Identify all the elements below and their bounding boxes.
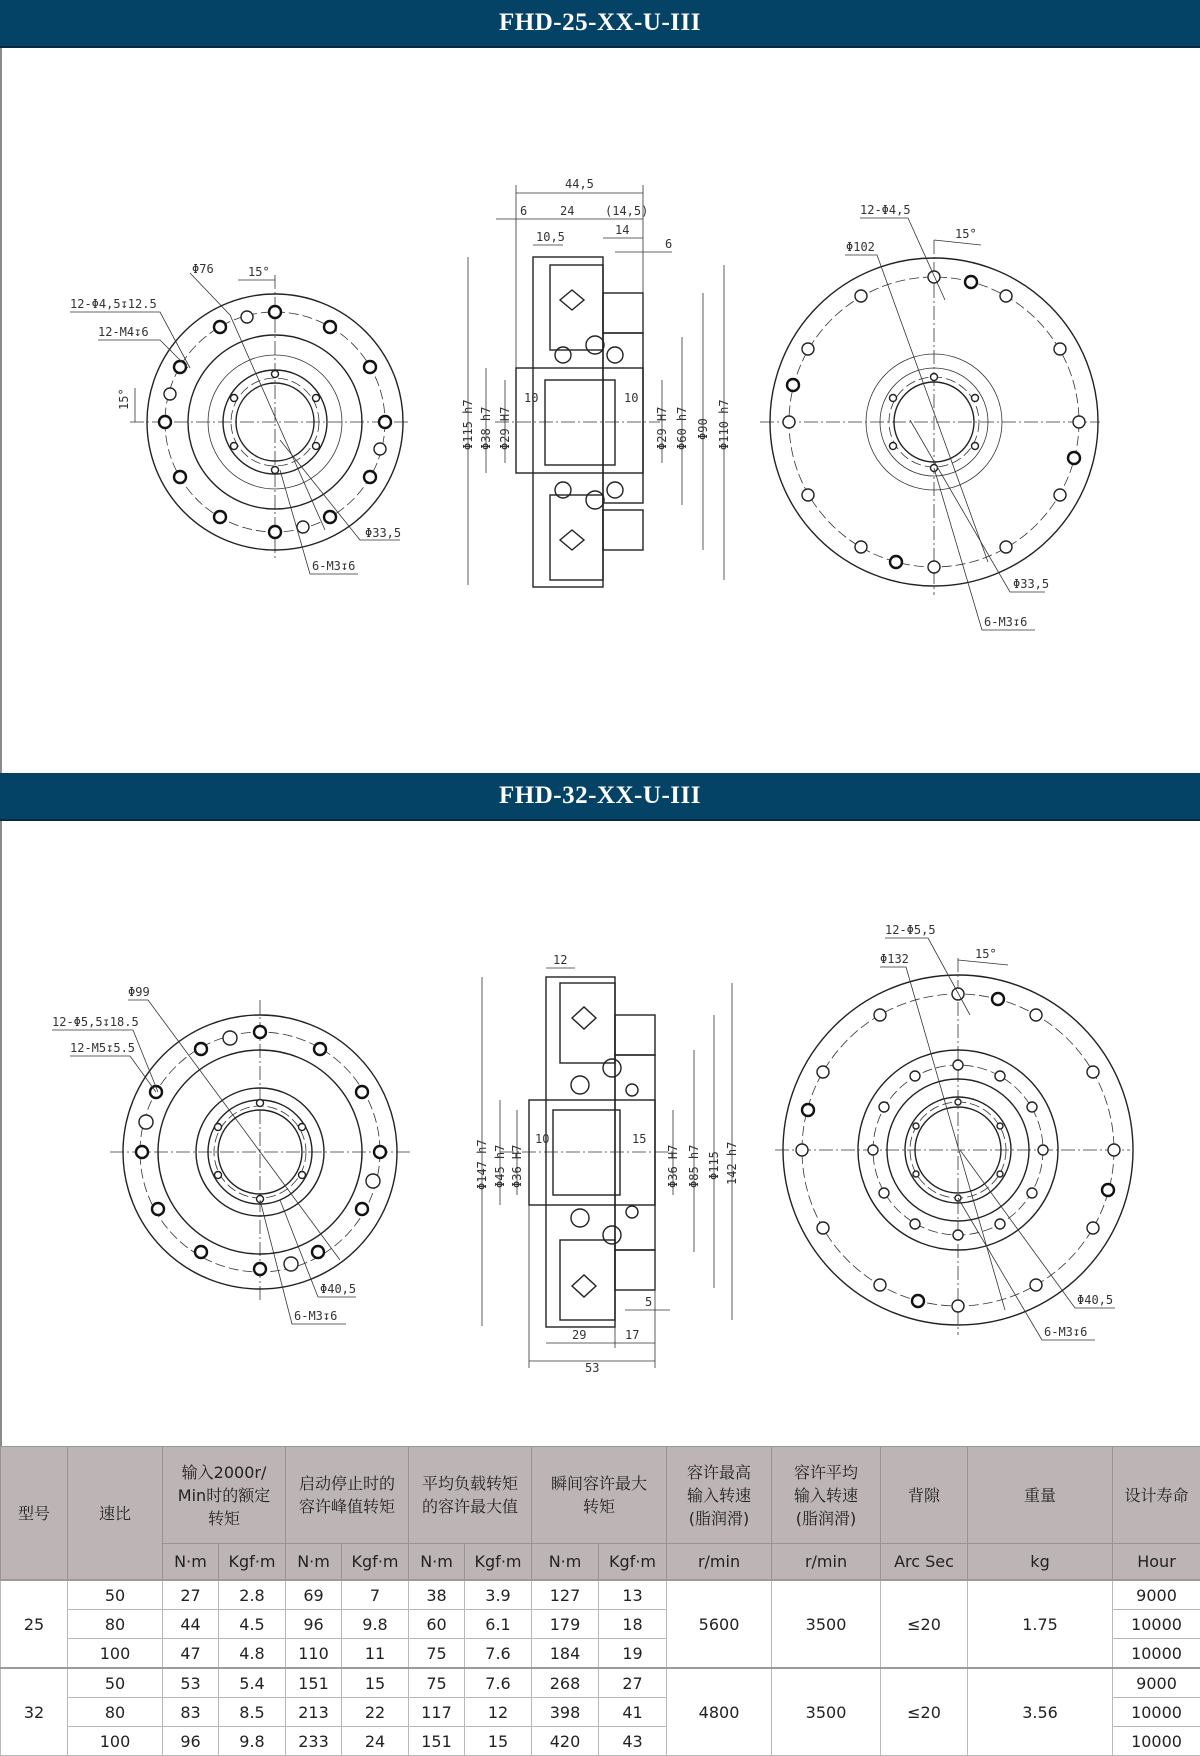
cell-model: 32 bbox=[1, 1668, 68, 1756]
front-view-drawing bbox=[40, 240, 440, 580]
rear-view-drawing bbox=[760, 190, 1100, 630]
thru-holes-label: 12-Φ4,5↧12.5 bbox=[70, 297, 157, 311]
rear-inner-pcd-label: Φ40,5 bbox=[1077, 1293, 1113, 1307]
dia-142: 142 h7 bbox=[725, 1142, 739, 1185]
section-title-bar bbox=[0, 0, 1200, 48]
unit-speed: r/min bbox=[667, 1544, 772, 1581]
dia-29-right: Φ29 H7 bbox=[655, 407, 669, 450]
cell-rated-nm: 44 bbox=[163, 1610, 219, 1639]
col-backlash: 背隙 bbox=[881, 1447, 968, 1544]
unit-kgfm: Kgf·m bbox=[465, 1544, 532, 1581]
inner-pcd-label: Φ33,5 bbox=[365, 526, 401, 540]
cell-max-speed: 4800 bbox=[667, 1668, 772, 1756]
unit-kgfm: Kgf·m bbox=[599, 1544, 667, 1581]
cell-avg-kgf: 15 bbox=[465, 1727, 532, 1756]
dia-115: Φ115 bbox=[707, 1151, 721, 1180]
cell-inst-kgf: 27 bbox=[599, 1668, 667, 1698]
cell-peak-kgf: 7 bbox=[342, 1580, 409, 1610]
cell-model: 25 bbox=[1, 1580, 68, 1668]
dia-29-left: Φ29 H7 bbox=[498, 407, 512, 450]
cell-backlash: ≤20 bbox=[881, 1580, 968, 1668]
length-6-right: 6 bbox=[665, 237, 672, 251]
cell-peak-kgf: 15 bbox=[342, 1668, 409, 1698]
rear-holes-label: 12-Φ4,5 bbox=[860, 203, 911, 217]
col-ratio: 速比 bbox=[68, 1447, 163, 1581]
inner-pcd-label: Φ40,5 bbox=[320, 1282, 356, 1296]
rear-angle-label: 15° bbox=[975, 947, 997, 961]
cell-rated-nm: 83 bbox=[163, 1698, 219, 1727]
col-rated-torque: 输入2000r/ Min时的额定 转矩 bbox=[163, 1447, 286, 1544]
unit-weight: kg bbox=[968, 1544, 1113, 1581]
rear-pcd-label: Φ102 bbox=[846, 240, 875, 254]
section-title-bar bbox=[0, 773, 1200, 821]
pcd-label: Φ99 bbox=[128, 985, 150, 999]
dia-85: Φ85 h7 bbox=[687, 1145, 701, 1188]
outer-hole-pattern bbox=[136, 1026, 386, 1275]
unit-backlash: Arc Sec bbox=[881, 1544, 968, 1581]
table-row bbox=[1, 1668, 1200, 1698]
cell-avg-nm: 117 bbox=[409, 1698, 465, 1727]
dia-36-left: Φ36 H7 bbox=[510, 1145, 524, 1188]
cell-inst-nm: 268 bbox=[532, 1668, 599, 1698]
unit-nm: N·m bbox=[286, 1544, 342, 1581]
cell-avg-nm: 151 bbox=[409, 1727, 465, 1756]
cell-weight: 1.75 bbox=[968, 1580, 1113, 1668]
cell-ratio: 50 bbox=[68, 1668, 163, 1698]
length-14: 14 bbox=[615, 223, 629, 237]
col-peak-torque: 启动停止时的 容许峰值转矩 bbox=[286, 1447, 409, 1544]
cell-peak-nm: 96 bbox=[286, 1610, 342, 1639]
length-17: 17 bbox=[625, 1328, 639, 1342]
dia-38: Φ38 h7 bbox=[479, 407, 493, 450]
col-weight: 重量 bbox=[968, 1447, 1113, 1544]
cell-rated-nm: 53 bbox=[163, 1668, 219, 1698]
dia-115: Φ115 h7 bbox=[461, 399, 475, 450]
cell-ratio: 100 bbox=[68, 1727, 163, 1756]
cell-rated-kgf: 4.8 bbox=[219, 1639, 286, 1669]
cell-avg-kgf: 12 bbox=[465, 1698, 532, 1727]
cell-inst-nm: 184 bbox=[532, 1639, 599, 1669]
col-life: 设计寿命 bbox=[1113, 1447, 1200, 1544]
cell-life: 9000 bbox=[1113, 1580, 1200, 1610]
section-view-drawing bbox=[450, 160, 750, 590]
tapped-holes-label: 12-M5↧5.5 bbox=[70, 1041, 135, 1055]
front-view-drawing bbox=[40, 970, 440, 1340]
cell-inst-kgf: 18 bbox=[599, 1610, 667, 1639]
cell-avg-kgf: 7.6 bbox=[465, 1668, 532, 1698]
cell-avg-kgf: 6.1 bbox=[465, 1610, 532, 1639]
table-header-row bbox=[1, 1447, 1200, 1544]
cell-inst-kgf: 41 bbox=[599, 1698, 667, 1727]
cell-avg-kgf: 7.6 bbox=[465, 1639, 532, 1669]
cell-life: 10000 bbox=[1113, 1727, 1200, 1756]
cell-peak-nm: 233 bbox=[286, 1727, 342, 1756]
cell-avg-nm: 75 bbox=[409, 1639, 465, 1669]
cell-life: 10000 bbox=[1113, 1698, 1200, 1727]
dia-60: Φ60 h7 bbox=[675, 407, 689, 450]
cell-peak-kgf: 22 bbox=[342, 1698, 409, 1727]
length-10-5: 10,5 bbox=[536, 230, 565, 244]
cell-life: 10000 bbox=[1113, 1610, 1200, 1639]
length-53: 53 bbox=[585, 1361, 599, 1375]
col-instant-torque: 瞬间容许最大 转矩 bbox=[532, 1447, 667, 1544]
cell-rated-kgf: 8.5 bbox=[219, 1698, 286, 1727]
col-model: 型号 bbox=[1, 1447, 68, 1581]
rear-holes-label: 12-Φ5,5 bbox=[885, 923, 936, 937]
rear-angle-label: 15° bbox=[955, 227, 977, 241]
cell-rated-kgf: 4.5 bbox=[219, 1610, 286, 1639]
cell-peak-kgf: 11 bbox=[342, 1639, 409, 1669]
shaft-right-10: 10 bbox=[624, 391, 638, 405]
shaft-left-10: 10 bbox=[524, 391, 538, 405]
length-14-5-ref: (14,5) bbox=[605, 204, 648, 218]
cell-avg-nm: 60 bbox=[409, 1610, 465, 1639]
cell-avg-nm: 38 bbox=[409, 1580, 465, 1610]
length-24: 24 bbox=[560, 204, 574, 218]
cell-inst-nm: 179 bbox=[532, 1610, 599, 1639]
cell-life: 9000 bbox=[1113, 1668, 1200, 1698]
cell-inst-kgf: 19 bbox=[599, 1639, 667, 1669]
step-5: 5 bbox=[645, 1295, 652, 1309]
cell-rated-nm: 47 bbox=[163, 1639, 219, 1669]
cell-inst-nm: 398 bbox=[532, 1698, 599, 1727]
section-title: FHD-25-XX-U-III bbox=[499, 9, 701, 36]
cell-peak-kgf: 9.8 bbox=[342, 1610, 409, 1639]
cell-rated-kgf: 5.4 bbox=[219, 1668, 286, 1698]
unit-nm: N·m bbox=[532, 1544, 599, 1581]
tapped-holes-label: 12-M4↧6 bbox=[98, 325, 149, 339]
section-view-drawing bbox=[460, 940, 760, 1370]
rear-inner-tapped-label: 6-M3↧6 bbox=[984, 615, 1027, 629]
unit-kgfm: Kgf·m bbox=[342, 1544, 409, 1581]
cell-rated-kgf: 2.8 bbox=[219, 1580, 286, 1610]
col-avg-input-speed: 容许平均 输入转速 (脂润滑) bbox=[772, 1447, 881, 1544]
shaft-right-15: 15 bbox=[632, 1132, 646, 1146]
cell-rated-kgf: 9.8 bbox=[219, 1727, 286, 1756]
rear-view-drawing bbox=[770, 910, 1130, 1350]
cell-inst-nm: 420 bbox=[532, 1727, 599, 1756]
cell-avg-kgf: 3.9 bbox=[465, 1580, 532, 1610]
length-44-5: 44,5 bbox=[565, 177, 594, 191]
thru-holes-label: 12-Φ5,5↧18.5 bbox=[52, 1015, 139, 1029]
cell-backlash: ≤20 bbox=[881, 1668, 968, 1756]
cell-ratio: 80 bbox=[68, 1698, 163, 1727]
unit-kgfm: Kgf·m bbox=[219, 1544, 286, 1581]
inner-tapped-label: 6-M3↧6 bbox=[312, 559, 355, 573]
rear-pcd-label: Φ132 bbox=[880, 952, 909, 966]
cell-max-speed: 5600 bbox=[667, 1580, 772, 1668]
unit-speed: r/min bbox=[772, 1544, 881, 1581]
cell-peak-kgf: 24 bbox=[342, 1727, 409, 1756]
cell-peak-nm: 69 bbox=[286, 1580, 342, 1610]
length-12: 12 bbox=[553, 953, 567, 967]
cell-inst-kgf: 13 bbox=[599, 1580, 667, 1610]
unit-life: Hour bbox=[1113, 1544, 1200, 1581]
cell-peak-nm: 110 bbox=[286, 1639, 342, 1669]
pcd-label: Φ76 bbox=[192, 262, 214, 276]
col-avg-load-torque: 平均负载转矩 的容许最大值 bbox=[409, 1447, 532, 1544]
dia-36-right: Φ36 H7 bbox=[666, 1145, 680, 1188]
table-row bbox=[1, 1580, 1200, 1610]
col-max-input-speed: 容许最高 输入转速 (脂润滑) bbox=[667, 1447, 772, 1544]
table-unit-row bbox=[1, 1544, 1200, 1581]
cell-ratio: 80 bbox=[68, 1610, 163, 1639]
side-angle-label: 15° bbox=[117, 388, 131, 410]
section-title: FHD-32-XX-U-III bbox=[499, 782, 701, 809]
rear-inner-tapped-label: 6-M3↧6 bbox=[1044, 1325, 1087, 1339]
dia-90: Φ90 bbox=[696, 418, 710, 440]
cell-avg-speed: 3500 bbox=[772, 1580, 881, 1668]
rear-inner-pcd-label: Φ33,5 bbox=[1013, 577, 1049, 591]
cell-weight: 3.56 bbox=[968, 1668, 1113, 1756]
length-29: 29 bbox=[572, 1328, 586, 1342]
cell-inst-nm: 127 bbox=[532, 1580, 599, 1610]
cell-peak-nm: 151 bbox=[286, 1668, 342, 1698]
unit-nm: N·m bbox=[409, 1544, 465, 1581]
cell-avg-nm: 75 bbox=[409, 1668, 465, 1698]
spec-table bbox=[0, 1446, 1200, 1756]
unit-nm: N·m bbox=[163, 1544, 219, 1581]
shaft-left-10: 10 bbox=[535, 1132, 549, 1146]
cell-avg-speed: 3500 bbox=[772, 1668, 881, 1756]
cell-inst-kgf: 43 bbox=[599, 1727, 667, 1756]
cell-rated-nm: 96 bbox=[163, 1727, 219, 1756]
length-6-left: 6 bbox=[520, 204, 527, 218]
cell-life: 10000 bbox=[1113, 1639, 1200, 1669]
dia-45: Φ45 h7 bbox=[493, 1145, 507, 1188]
angle-label: 15° bbox=[248, 265, 270, 279]
cell-ratio: 100 bbox=[68, 1639, 163, 1669]
cell-rated-nm: 27 bbox=[163, 1580, 219, 1610]
dia-110: Φ110 h7 bbox=[717, 399, 731, 450]
cell-peak-nm: 213 bbox=[286, 1698, 342, 1727]
dia-147: Φ147 h7 bbox=[475, 1139, 489, 1190]
inner-tapped-label: 6-M3↧6 bbox=[294, 1309, 337, 1323]
cell-ratio: 50 bbox=[68, 1580, 163, 1610]
